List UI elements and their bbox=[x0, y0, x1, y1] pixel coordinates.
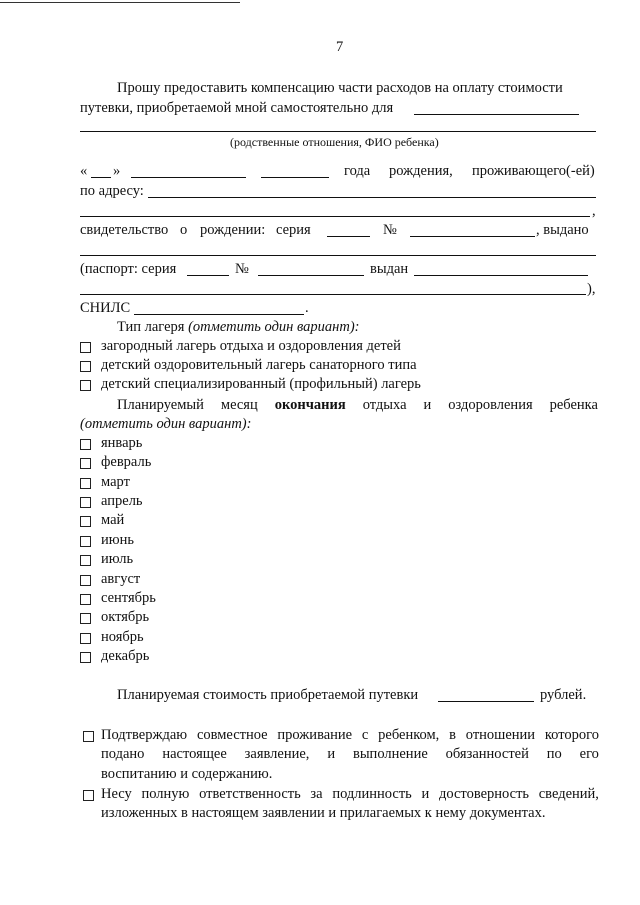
passport-number-field[interactable] bbox=[258, 275, 364, 276]
month-sep-checkbox[interactable] bbox=[80, 594, 91, 605]
month-heading-word: ребенка bbox=[549, 397, 598, 413]
address-label: по адресу: bbox=[80, 183, 144, 199]
passport-closing: ), bbox=[587, 281, 596, 297]
month-heading-emphasis: окончания bbox=[274, 397, 346, 413]
confirm-word: сведений, bbox=[538, 786, 599, 802]
confirm-residence-checkbox[interactable] bbox=[83, 731, 94, 742]
confirm-word: ребенком, bbox=[378, 727, 440, 743]
camp-option-3-label: детский специализированный (профильный) лагерь bbox=[101, 376, 421, 392]
cert-series-field[interactable] bbox=[327, 236, 370, 237]
year-label: года bbox=[344, 163, 371, 179]
cert-number-label: № bbox=[383, 222, 397, 238]
camp-hint: (отметить один вариант): bbox=[188, 319, 360, 335]
cost-field[interactable] bbox=[438, 701, 534, 702]
cert-word-3: рождении: bbox=[200, 222, 266, 238]
month-heading-word: Планируемый bbox=[117, 397, 204, 413]
month-oct-label: октябрь bbox=[101, 609, 150, 625]
confirm-word: заявление, bbox=[244, 746, 310, 762]
camp-heading: Тип лагеря bbox=[117, 319, 185, 335]
confirm-word: ответственность bbox=[199, 786, 301, 802]
month-heading-word: месяц bbox=[220, 397, 258, 413]
snils-dot: . bbox=[305, 300, 309, 316]
confirm-word: проживание bbox=[277, 727, 353, 743]
confirm-word: подлинность bbox=[332, 786, 412, 802]
request-line-1: Прошу предоставить компенсацию части расходов на оплату стоимости bbox=[117, 80, 563, 96]
month-jul-checkbox[interactable] bbox=[80, 555, 91, 566]
confirm-word: отношении bbox=[465, 727, 536, 743]
month-heading-word: оздоровления bbox=[448, 397, 533, 413]
confirm-word: и bbox=[421, 786, 430, 802]
confirm-word: с bbox=[361, 727, 369, 743]
month-may-checkbox[interactable] bbox=[80, 516, 91, 527]
birth-month-field[interactable] bbox=[131, 177, 246, 178]
camp-option-2-checkbox[interactable] bbox=[80, 361, 91, 372]
camp-option-1-label: загородный лагерь отдыха и оздоровления детей bbox=[101, 338, 401, 354]
month-jun-checkbox[interactable] bbox=[80, 536, 91, 547]
month-dec-label: декабрь bbox=[101, 648, 150, 664]
confirm-word: по bbox=[546, 746, 562, 762]
month-feb-checkbox[interactable] bbox=[80, 458, 91, 469]
confirm-residence-line-1 bbox=[101, 726, 599, 744]
passport-series-label: (паспорт: серия bbox=[80, 261, 177, 277]
confirm-word: обязанностей bbox=[445, 746, 529, 762]
child-name-field[interactable] bbox=[414, 114, 579, 115]
snils-label: СНИЛС bbox=[80, 300, 131, 316]
month-mar-label: март bbox=[101, 474, 130, 490]
cert-series-label: серия bbox=[276, 222, 311, 238]
passport-issued-label: выдан bbox=[370, 261, 409, 277]
month-mar-checkbox[interactable] bbox=[80, 478, 91, 489]
month-sep-label: сентябрь bbox=[101, 590, 156, 606]
confirm-word: подано bbox=[101, 746, 145, 762]
cost-unit: рублей. bbox=[540, 687, 587, 703]
cert-word-1: свидетельство bbox=[80, 222, 169, 238]
birth-day-close: » bbox=[113, 163, 121, 179]
month-jan-label: январь bbox=[101, 435, 143, 451]
month-apr-label: апрель bbox=[101, 493, 143, 509]
snils-field[interactable] bbox=[134, 314, 304, 315]
address-comma: , bbox=[592, 203, 596, 219]
confirm-word: которого bbox=[544, 727, 599, 743]
month-aug-checkbox[interactable] bbox=[80, 575, 91, 586]
month-hint: (отметить один вариант): bbox=[80, 416, 252, 432]
cost-label: Планируемая стоимость приобретаемой путевки bbox=[117, 687, 419, 703]
month-jul-label: июль bbox=[101, 551, 134, 567]
month-dec-checkbox[interactable] bbox=[80, 652, 91, 663]
address-field[interactable] bbox=[148, 197, 596, 198]
confirm-word: Несу bbox=[101, 786, 132, 802]
camp-heading-row bbox=[117, 318, 360, 336]
birth-day-field[interactable] bbox=[91, 177, 111, 178]
address-field-2[interactable] bbox=[80, 216, 590, 217]
month-jun-label: июнь bbox=[101, 532, 134, 548]
request-line-2: путевки, приобретаемой мной самостоятельно для bbox=[80, 100, 394, 116]
child-name-field-2[interactable] bbox=[80, 131, 596, 132]
confirm-word: полную bbox=[141, 786, 190, 802]
month-apr-checkbox[interactable] bbox=[80, 497, 91, 508]
camp-option-2-label: детский оздоровительный лагерь санаторного типа bbox=[101, 357, 417, 373]
confirm-responsibility-line-2: изложенных в настоящем заявлении и прилагаемых к нему документах. bbox=[101, 805, 546, 821]
month-jan-checkbox[interactable] bbox=[80, 439, 91, 450]
camp-option-1-checkbox[interactable] bbox=[80, 342, 91, 353]
confirm-word: его bbox=[579, 746, 599, 762]
month-oct-checkbox[interactable] bbox=[80, 613, 91, 624]
top-rule bbox=[0, 2, 240, 3]
confirm-word: и bbox=[327, 746, 336, 762]
confirm-word: Подтверждаю bbox=[101, 727, 188, 743]
month-nov-label: ноябрь bbox=[101, 629, 144, 645]
passport-issuer-field-2[interactable] bbox=[80, 294, 586, 295]
confirm-responsibility-checkbox[interactable] bbox=[83, 790, 94, 801]
month-feb-label: февраль bbox=[101, 454, 152, 470]
confirm-word: выполнение bbox=[352, 746, 428, 762]
cert-issuer-field[interactable] bbox=[80, 255, 596, 256]
camp-option-3-checkbox[interactable] bbox=[80, 380, 91, 391]
month-heading-word: и bbox=[423, 397, 432, 413]
passport-series-field[interactable] bbox=[187, 275, 229, 276]
cert-number-field[interactable] bbox=[410, 236, 535, 237]
confirm-word: настоящее bbox=[162, 746, 227, 762]
residing-label: проживающего(-ей) bbox=[472, 163, 595, 179]
cert-word-2: о bbox=[180, 222, 188, 238]
confirm-word: за bbox=[310, 786, 323, 802]
child-caption: (родственные отношения, ФИО ребенка) bbox=[230, 135, 439, 149]
page-number: 7 bbox=[336, 39, 344, 55]
month-may-label: май bbox=[101, 512, 125, 528]
confirm-word: достоверность bbox=[439, 786, 530, 802]
month-heading-word: отдыха bbox=[362, 397, 407, 413]
confirm-residence-line-3: воспитанию и содержанию. bbox=[101, 766, 273, 782]
confirm-responsibility-line-1 bbox=[101, 785, 599, 803]
birth-year-field[interactable] bbox=[261, 177, 329, 178]
month-nov-checkbox[interactable] bbox=[80, 633, 91, 644]
cert-issued-label: , выдано bbox=[536, 222, 589, 238]
passport-number-label: № bbox=[235, 261, 249, 277]
confirm-word: совместное bbox=[196, 727, 268, 743]
month-aug-label: август bbox=[101, 571, 141, 587]
passport-issuer-field[interactable] bbox=[414, 275, 588, 276]
confirm-residence-line-2 bbox=[101, 745, 599, 763]
confirm-word: в bbox=[449, 727, 456, 743]
birth-label: рождения, bbox=[389, 163, 453, 179]
birth-day-open: « bbox=[80, 163, 88, 179]
month-heading bbox=[117, 396, 598, 414]
